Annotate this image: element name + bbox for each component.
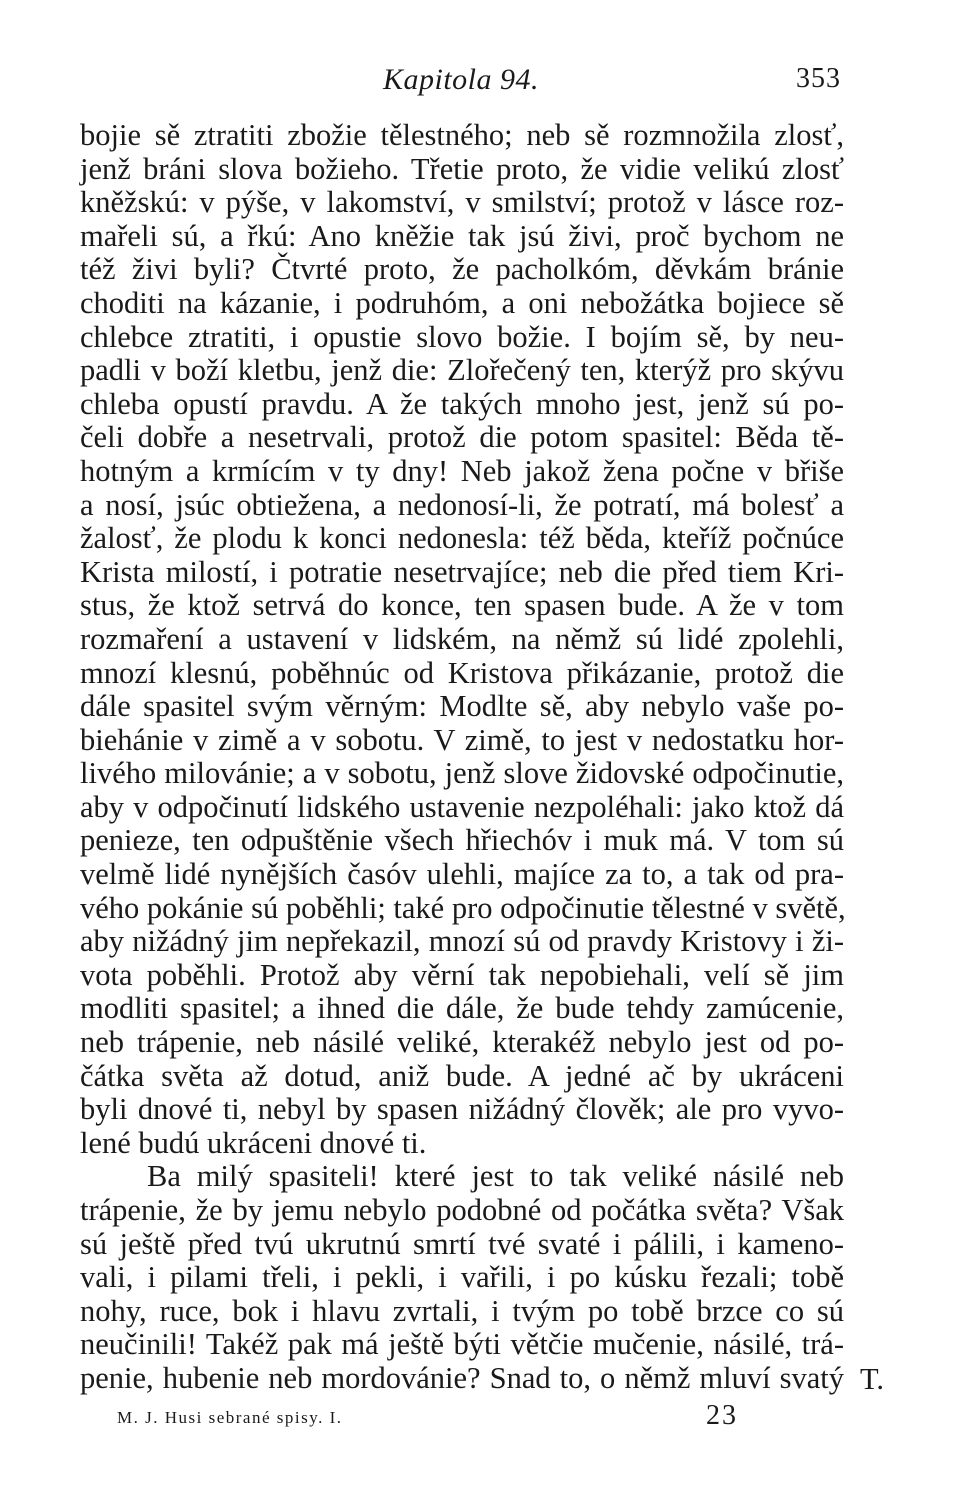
text-line: penie, hubenie neb mordovánie? Snad to, o němž mluví svatý	[80, 1361, 844, 1395]
text-line-paragraph-start: Ba milý spasiteli! které jest to tak veliké násilé neb	[147, 1159, 844, 1193]
margin-note: T.	[860, 1362, 884, 1396]
text-line: livého milovánie; a v sobotu, jenž slove židovské odpočinutie,	[80, 756, 844, 790]
running-header-title: Kapitola 94.	[383, 63, 540, 96]
text-line: velmě lidé nynějších časóv ulehli, majíce za to, a tak od pra-	[80, 857, 844, 891]
text-line: dále spasitel svým věrným: Modlte sě, aby nebylo vaše po-	[80, 689, 844, 723]
text-line: chleba opustí pravdu. A že takých mnoho jest, jenž sú po-	[80, 387, 844, 421]
text-line: vého pokánie sú poběhli; také pro odpočinutie tělestné v světě,	[80, 891, 846, 925]
text-line: neb trápenie, neb násilé veliké, kterakéž nebylo jest od po-	[80, 1025, 844, 1059]
text-line: stus, že ktož setrvá do konce, ten spasen bude. A že v tom	[80, 588, 844, 622]
text-line: a nosí, jsúc obtiežena, a nedonosí-li, že potratí, má bolesť a	[80, 488, 844, 522]
text-line: kněžskú: v pýše, v lakomství, v smilství; protož v lásce roz-	[80, 185, 844, 219]
text-line: vali, i pilami třeli, i pekli, i vařili, i po kúsku řezali; tobě	[80, 1260, 844, 1294]
text-line: sú ještě před tvú ukrutnú smrtí tvé svaté i pálili, i kameno-	[80, 1227, 844, 1261]
text-line: čátka světa až dotud, aniž bude. A jedné ač by ukráceni	[80, 1059, 844, 1093]
text-line: padli v boží kletbu, jenž die: Zlořečený ten, kterýž pro skývu	[80, 353, 844, 387]
text-line: chlebce ztratiti, i opustie slovo božie. I bojím sě, by neu-	[80, 320, 844, 354]
text-line: aby nižádný jim nepřekazil, mnozí sú od pravdy Kristovy i ži-	[80, 924, 844, 958]
sheet-number: 23	[706, 1400, 738, 1431]
text-line: čeli dobře a nesetrvali, protož die potom spasitel: Běda tě-	[80, 420, 844, 454]
text-line: hotným a krmícím v ty dny! Neb jakož žena počne v břiše	[80, 454, 844, 488]
text-line: byli dnové ti, nebyl by spasen nižádný člověk; ale pro vyvo-	[80, 1092, 844, 1126]
text-line: rozmaření a ustavení v lidském, na němž sú lidé zpolehli,	[80, 622, 844, 656]
text-line: vota poběhli. Protož aby věrní tak nepobiehali, velí sě jim	[80, 958, 844, 992]
text-line: nohy, ruce, bok i hlavu zvrtali, i tvým po tobě brzce co sú	[80, 1294, 844, 1328]
text-line: biehánie v zimě a v sobotu. V zimě, to jest v nedostatku hor-	[80, 723, 844, 757]
text-line: trápenie, že by jemu nebylo podobné od počátka světa? Však	[80, 1193, 844, 1227]
text-line: mařeli sú, a řkú: Ano kněžie tak jsú živi, proč bychom ne	[80, 219, 844, 253]
text-line: choditi na kázanie, i podruhóm, a oni nebožátka bojiece sě	[80, 286, 844, 320]
text-line: modliti spasitel; a ihned die dále, že bude tehdy zamúcenie,	[80, 991, 844, 1025]
text-line: jenž bráni slova božieho. Třetie proto, že vidie velikú zlosť	[80, 152, 844, 186]
page-number: 353	[796, 63, 841, 94]
text-line: též živi byli? Čtvrté proto, že pacholkóm, děvkám bránie	[80, 252, 844, 286]
text-line: penieze, ten odpuštěnie všech hřiechóv i muk má. V tom sú	[80, 823, 844, 857]
footer-signature: M. J. Husi sebrané spisy. I.	[117, 1408, 343, 1427]
text-line: bojie sě ztratiti zbožie tělestného; neb sě rozmnožila zlosť,	[80, 118, 844, 152]
text-line: Krista milostí, i potratie nesetrvajíce; neb die před tiem Kri-	[80, 555, 844, 589]
text-line: aby v odpočinutí lidského ustavenie nezpoléhali: jako ktož dá	[80, 790, 844, 824]
text-line-paragraph-end: lené budú ukráceni dnové ti.	[80, 1126, 427, 1160]
text-line: neučinili! Takéž pak má ještě býti větčie mučenie, násilé, trá-	[80, 1327, 844, 1361]
text-line: žalosť, že plodu k konci nedonesla: též běda, kteříž počnúce	[80, 521, 844, 555]
text-line: mnozí klesnú, poběhnúc od Kristova přikázanie, protož die	[80, 656, 844, 690]
